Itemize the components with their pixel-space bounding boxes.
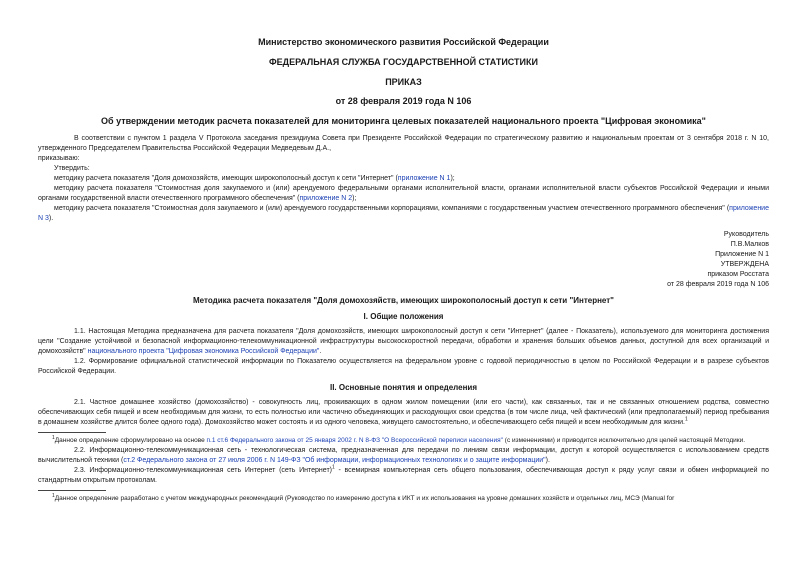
appendix-number: Приложение N 1 (715, 251, 769, 258)
information-law-link[interactable]: ст.2 Федерального закона от 27 июля 2006 г. N 149-ФЗ "Об информации, информационных технологиях и о защите информации" (123, 457, 546, 464)
appendix-link-3[interactable]: приложение N 3 (38, 205, 769, 222)
document-title: Об утверждении методик расчета показателей для мониторинга целевых показателей национального проекта "Цифровая экономика" (101, 116, 706, 126)
footnote-1: $^1$Данное определение сформулировано на основе п.1 ст.6 Федерального закона от 25 января 2002 г. N 8-ФЗ "О Всероссийской переписи населения" (с изменениями) и приводится исключительно для целей настоящей Методики. (52, 434, 746, 444)
preamble-approve: Утвердить: (54, 165, 90, 172)
appendix-link-1[interactable]: приложение N 1 (397, 175, 451, 182)
section-2-paragraph-3: 2.3. Информационно-телекоммуникационная сеть Интернет (сеть Интернет)$^1$ - всемирная компьютерная сеть общего пользования, обеспечивающая доступ к ряду услуг связи и обмен информацией по стандартным открытым протоколам. (38, 464, 769, 484)
appendix-date: от 28 февраля 2019 года N 106 (667, 281, 769, 288)
appendix-by: приказом Росстата (707, 271, 769, 278)
section-1-paragraph-1: 1.1. Настоящая Методика предназначена для расчета показателя "Доля домохозяйств, имеющих широкополосный доступ к сети "Интернет" (далее - Показатель), используемого для мониторинга достижения цели "Создание устойчивой и безопасной информационно-телекоммуникационной инфраструктуры высокоскоростной передачи, обработки и хранения больших объемов данных, доступной для всех организаций и домохозяйств" национального проекта "Цифровая экономика Российской Федерации". (38, 328, 769, 355)
footnote-2: $^1$Данное определение разработано с учетом международных рекомендаций (Руководство по измерению доступа к ИКТ и их использования на уровне домашних хозяйств и отдельных лиц, МСЭ (Manual for (52, 492, 675, 502)
doc-type-heading: ПРИКАЗ (385, 77, 422, 87)
section-2-paragraph-2: 2.2. Информационно-телекоммуникационная сеть - технологическая система, предназначенная для передачи по линиям связи информации, доступ к которой осуществляется с использованием средств вычислительной техники (ст.2 Федерального закона от 27 июля 2006 г. N 149-ФЗ "Об информации, информационных технологиях и о защите информации"). (38, 447, 769, 464)
section-1-paragraph-2: 1.2. Формирование официальной статистической информации по Показателю осуществляется на федеральном уровне с годовой периодичностью в целом по Российской Федерации и в разрезе субъектов Российской Федерации. (38, 358, 769, 375)
appendix-link-2[interactable]: приложение N 2 (299, 195, 353, 202)
list-item: методику расчета показателя "Доля домохозяйств, имеющих широкополосный доступ к сети "Интернет" (приложение N 1); (54, 175, 455, 182)
appendix-approved: УТВЕРЖДЕНА (720, 261, 769, 268)
list-item: методику расчета показателя "Стоимостная доля закупаемого и (или) арендуемого государственными корпорациями, компаниями с государственным участием отечественного программного обеспечения" (приложение N 3). (38, 205, 769, 222)
methodology-title: Методика расчета показателя "Доля домохозяйств, имеющих широкополосный доступ к сети "Интернет" (193, 296, 614, 305)
footnote-mark: 1 (685, 416, 688, 423)
preamble-text: В соответствии с пунктом 1 раздела V Протокола заседания президиума Совета при Президенте Российской Федерации по стратегическому развитию и национальным проектам от 3 сентября 2018 г. N 10, утвержденного Председателем Правительства Российской Федерации Медведевым Д.А., (38, 135, 769, 152)
preamble-order: приказываю: (38, 155, 80, 162)
section-2-paragraph-1: 2.1. Частное домашнее хозяйство (домохозяйство) - совокупность лиц, проживающих в одном жилом помещении (или его части), как связанных, так и не связанных отношением родства, совместно обеспечивающих себя пищей и всем необходимым для жизни, то есть полностью или частично объединяющих и расходующих свои средства (в том числе лица, чей фактический (или предполагаемый) период пребывания в домашнем хозяйстве длится более одного года). Домохозяйство может состоять и из одного человека, живущего самостоятельно, и обеспечивающего себя пищей и всем необходимым для жизни.$^1$ (38, 399, 769, 426)
signature-name: П.В.Малков (730, 241, 769, 248)
service-heading: ФЕДЕРАЛЬНАЯ СЛУЖБА ГОСУДАРСТВЕННОЙ СТАТИСТИКИ (269, 57, 538, 67)
section-2-title: II. Основные понятия и определения (329, 383, 478, 392)
signature-role: Руководитель (723, 231, 769, 238)
section-1-title: I. Общие положения (363, 312, 444, 321)
ministry-heading: Министерство экономического развития Российской Федерации (258, 37, 549, 47)
census-law-link[interactable]: п.1 ст.6 Федерального закона от 25 января 2002 г. N 8-ФЗ "О Всероссийской переписи населения" (206, 437, 503, 444)
list-item: методику расчета показателя "Стоимостная доля закупаемого и (или) арендуемого федеральными органами исполнительной власти, органами исполнительной власти субъектов Российской Федерации и иными органами государственной власти отечественного программного обеспечения" (приложение N 2); (38, 185, 769, 202)
date-number-heading: от 28 февраля 2019 года N 106 (335, 96, 472, 106)
national-project-link[interactable]: национального проекта "Цифровая экономика Российской Федерации" (87, 348, 320, 355)
